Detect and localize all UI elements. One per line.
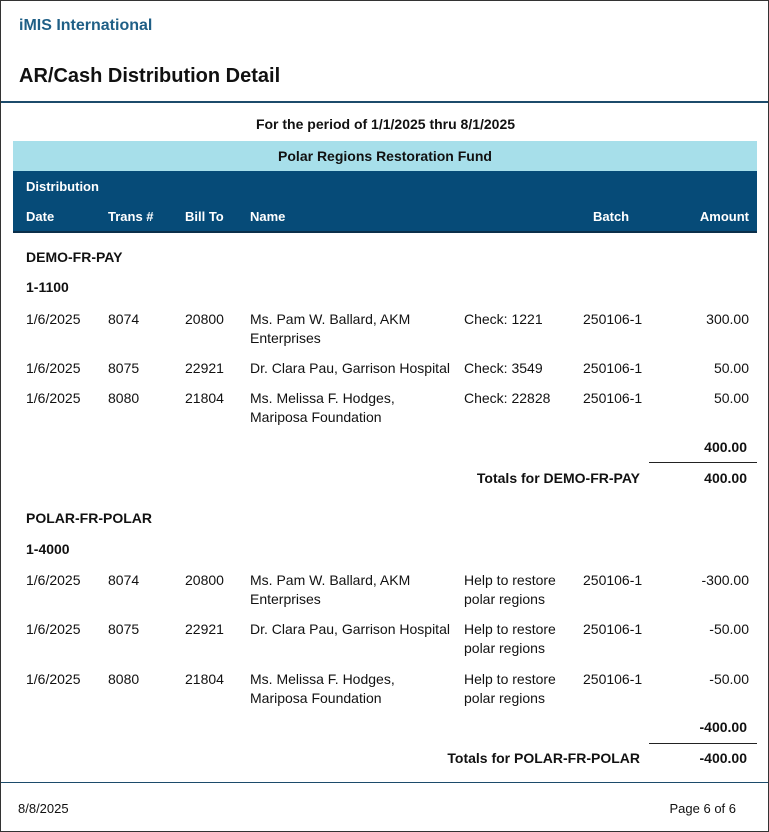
row-description: Help to restore polar regions	[464, 572, 556, 607]
account-subtotal: 400.00	[704, 439, 747, 455]
row-name: Ms. Melissa F. Hodges, Mariposa Foundation	[250, 671, 395, 706]
row-date: 1/6/2025	[26, 621, 81, 637]
row-bill-to: 20800	[185, 572, 224, 588]
row-name: Dr. Clara Pau, Garrison Hospital	[250, 621, 450, 637]
row-batch: 250106-1	[583, 572, 643, 588]
row-date: 1/6/2025	[26, 311, 81, 327]
account-code: 1-4000	[26, 541, 70, 557]
column-batch: Batch	[593, 209, 630, 224]
row-trans: 8080	[108, 671, 140, 687]
column-trans: Trans #	[108, 209, 154, 224]
row-bill-to: 21804	[185, 671, 224, 687]
org-name: iMIS International	[19, 17, 153, 34]
row-name: Ms. Melissa F. Hodges, Mariposa Foundation	[250, 390, 395, 425]
row-amount: 50.00	[713, 360, 749, 376]
row-trans: 8074	[108, 572, 140, 588]
footer-date: 8/8/2025	[18, 801, 69, 816]
total-divider	[649, 462, 757, 463]
footer-divider	[1, 782, 768, 783]
column-group-distribution: Distribution	[26, 179, 99, 194]
column-bill-to: Bill To	[185, 209, 224, 224]
group-total-amount: -400.00	[699, 750, 747, 766]
account-subtotal: -400.00	[699, 719, 747, 735]
table-header	[13, 171, 757, 233]
account-code: 1-1100	[26, 279, 69, 295]
row-batch: 250106-1	[583, 360, 643, 376]
row-description: Check: 3549	[464, 360, 543, 376]
row-description: Check: 1221	[464, 311, 543, 327]
row-amount: -50.00	[709, 621, 749, 637]
row-batch: 250106-1	[583, 311, 643, 327]
row-date: 1/6/2025	[26, 390, 81, 406]
column-date: Date	[26, 209, 55, 224]
report-title: AR/Cash Distribution Detail	[19, 65, 281, 87]
row-date: 1/6/2025	[26, 360, 81, 376]
row-trans: 8075	[108, 621, 140, 637]
row-date: 1/6/2025	[26, 572, 81, 588]
group-total-amount: 400.00	[704, 470, 747, 486]
group-code: DEMO-FR-PAY	[26, 249, 123, 265]
row-amount: -50.00	[709, 671, 749, 687]
header-divider	[1, 101, 768, 103]
row-amount: 300.00	[706, 311, 749, 327]
row-trans: 8074	[108, 311, 140, 327]
total-divider	[649, 743, 757, 744]
group-total-label: Totals for POLAR-FR-POLAR	[447, 750, 640, 766]
row-name: Dr. Clara Pau, Garrison Hospital	[250, 360, 450, 376]
fund-header: Polar Regions Restoration Fund	[13, 141, 757, 171]
row-bill-to: 20800	[185, 311, 224, 327]
row-name: Ms. Pam W. Ballard, AKM Enterprises	[250, 311, 411, 346]
row-date: 1/6/2025	[26, 671, 81, 687]
row-amount: -300.00	[701, 572, 749, 588]
row-bill-to: 22921	[185, 360, 224, 376]
row-description: Help to restore polar regions	[464, 671, 556, 706]
report-period: For the period of 1/1/2025 thru 8/1/2025	[255, 116, 516, 132]
row-amount: 50.00	[713, 390, 749, 406]
row-batch: 250106-1	[583, 390, 643, 406]
footer-page-number: Page 6 of 6	[669, 801, 736, 816]
row-description: Check: 22828	[464, 390, 551, 406]
row-name: Ms. Pam W. Ballard, AKM Enterprises	[250, 572, 411, 607]
group-code: POLAR-FR-POLAR	[26, 510, 152, 526]
column-amount: Amount	[699, 209, 749, 224]
row-trans: 8080	[108, 390, 140, 406]
row-batch: 250106-1	[583, 671, 643, 687]
column-name: Name	[250, 209, 286, 224]
row-trans: 8075	[108, 360, 140, 376]
row-batch: 250106-1	[583, 621, 643, 637]
row-bill-to: 21804	[185, 390, 224, 406]
row-description: Help to restore polar regions	[464, 621, 556, 656]
group-total-label: Totals for DEMO-FR-PAY	[476, 470, 640, 486]
row-bill-to: 22921	[185, 621, 224, 637]
